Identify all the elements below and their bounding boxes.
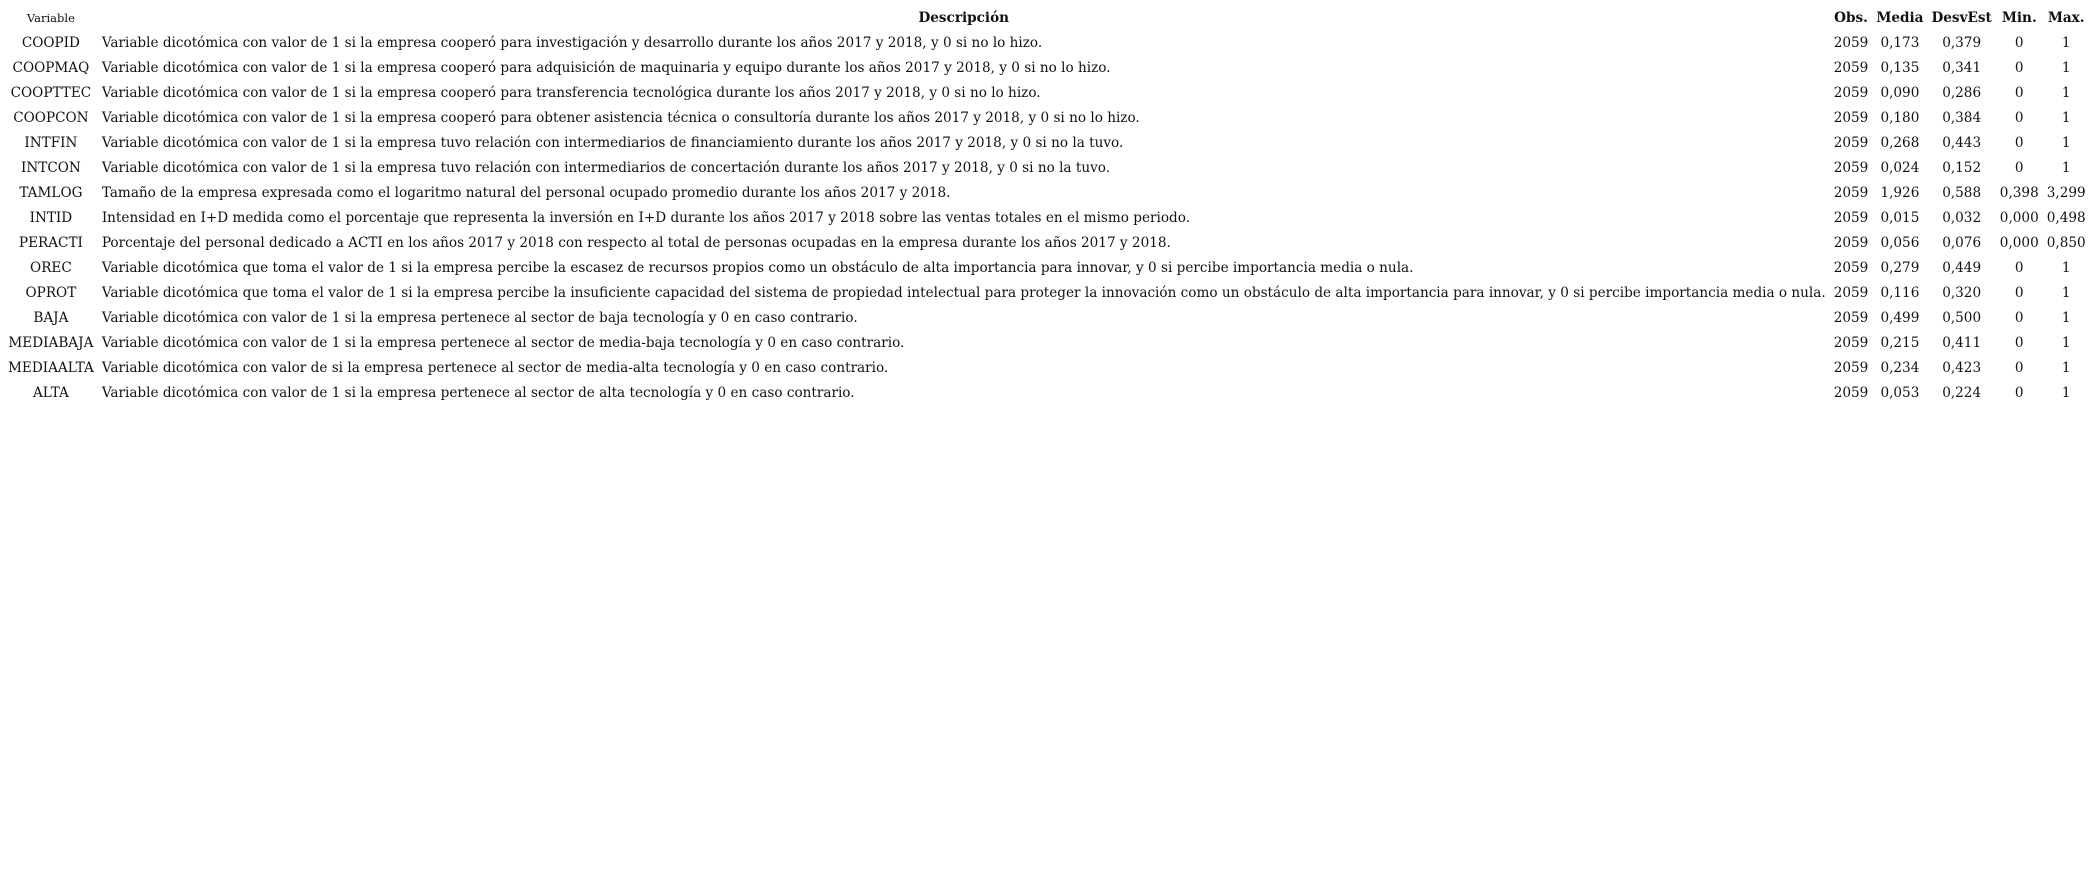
table-row	[4, 281, 2090, 306]
cell-desvest: 0,588	[1942, 185, 1982, 201]
cell-min: 0,000	[1999, 210, 2039, 226]
cell-desvest: 0,152	[1942, 160, 1982, 176]
cell-obs: 2059	[1833, 135, 1869, 151]
cell-obs: 2059	[1833, 85, 1869, 101]
cell-variable: BAJA	[33, 310, 69, 326]
cell-descripcion: Variable dicotómica con valor de 1 si la empresa tuvo relación con intermediarios de financiamiento durante los años 2017 y 2018, y 0 si no la tuvo.	[101, 135, 1124, 151]
cell-descripcion: Variable dicotómica con valor de si la empresa pertenece al sector de media-alta tecnología y 0 en caso contrario.	[101, 360, 889, 376]
header-obs: Obs.	[1834, 10, 1868, 26]
cell-min: 0	[2014, 85, 2024, 101]
cell-media: 0,180	[1880, 110, 1920, 126]
cell-media: 0,234	[1880, 360, 1920, 376]
cell-descripcion: Variable dicotómica con valor de 1 si la empresa pertenece al sector de baja tecnología y 0 en caso contrario.	[101, 310, 858, 326]
cell-descripcion: Variable dicotómica con valor de 1 si la empresa tuvo relación con intermediarios de concertación durante los años 2017 y 2018, y 0 si no la tuvo.	[101, 160, 1111, 176]
header-desvest: DesvEst	[1931, 10, 1992, 26]
cell-max: 1	[2061, 260, 2071, 276]
table-row	[4, 181, 2090, 206]
cell-desvest: 0,423	[1942, 360, 1982, 376]
header-min: Min.	[2001, 10, 2037, 26]
cell-descripcion: Variable dicotómica que toma el valor de 1 si la empresa percibe la insuficiente capacidad del sistema de propiedad intelectual para proteger la innovación como un obstáculo de alta importancia para innovar, y 0 si percibe importancia media o nula.	[101, 285, 1826, 301]
cell-max: 1	[2061, 385, 2071, 401]
cell-obs: 2059	[1833, 35, 1869, 51]
cell-desvest: 0,443	[1942, 135, 1982, 151]
cell-max: 1	[2061, 360, 2071, 376]
cell-desvest: 0,341	[1942, 60, 1982, 76]
table-row	[4, 131, 2090, 156]
cell-media: 0,015	[1880, 210, 1920, 226]
cell-desvest: 0,076	[1942, 235, 1982, 251]
table-row	[4, 231, 2090, 256]
cell-obs: 2059	[1833, 210, 1869, 226]
cell-obs: 2059	[1833, 335, 1869, 351]
cell-obs: 2059	[1833, 260, 1869, 276]
table-row	[4, 256, 2090, 281]
table-row	[4, 206, 2090, 231]
cell-media: 0,024	[1880, 160, 1920, 176]
cell-max: 1	[2061, 60, 2071, 76]
table-row	[4, 31, 2090, 56]
cell-descripcion: Tamaño de la empresa expresada como el logaritmo natural del personal ocupado promedio durante los años 2017 y 2018.	[101, 185, 951, 201]
cell-variable: ALTA	[32, 385, 69, 401]
cell-variable: INTFIN	[24, 135, 78, 151]
cell-desvest: 0,384	[1942, 110, 1982, 126]
cell-obs: 2059	[1833, 235, 1869, 251]
cell-max: 0,498	[2046, 210, 2086, 226]
cell-max: 1	[2061, 135, 2071, 151]
cell-min: 0,000	[1999, 235, 2039, 251]
cell-max: 1	[2061, 310, 2071, 326]
cell-max: 1	[2061, 285, 2071, 301]
cell-obs: 2059	[1833, 160, 1869, 176]
table-row	[4, 306, 2090, 331]
cell-media: 0,279	[1880, 260, 1920, 276]
table-header	[4, 6, 2090, 31]
cell-media: 0,056	[1880, 235, 1920, 251]
cell-variable: MEDIAALTA	[8, 360, 94, 376]
cell-variable: COOPMAQ	[12, 60, 90, 76]
cell-desvest: 0,500	[1942, 310, 1982, 326]
cell-descripcion: Variable dicotómica que toma el valor de 1 si la empresa percibe la escasez de recursos propios como un obstáculo de alta importancia para innovar, y 0 si percibe importancia media o nula.	[101, 260, 1414, 276]
cell-desvest: 0,224	[1942, 385, 1982, 401]
cell-min: 0	[2014, 335, 2024, 351]
table-row	[4, 156, 2090, 181]
table-row	[4, 106, 2090, 131]
cell-obs: 2059	[1833, 110, 1869, 126]
cell-variable: PERACTI	[18, 235, 83, 251]
cell-media: 0,215	[1880, 335, 1920, 351]
cell-variable: OPROT	[25, 285, 77, 301]
cell-max: 3,299	[2046, 185, 2086, 201]
table-body	[4, 31, 2090, 406]
cell-media: 1,926	[1880, 185, 1920, 201]
cell-max: 1	[2061, 85, 2071, 101]
table-row	[4, 56, 2090, 81]
cell-media: 0,135	[1880, 60, 1920, 76]
header-variable: Variable	[26, 11, 75, 25]
cell-descripcion: Variable dicotómica con valor de 1 si la empresa cooperó para investigación y desarrollo durante los años 2017 y 2018, y 0 si no lo hizo.	[101, 35, 1043, 51]
cell-min: 0	[2014, 385, 2024, 401]
cell-max: 1	[2061, 35, 2071, 51]
cell-min: 0	[2014, 135, 2024, 151]
cell-media: 0,268	[1880, 135, 1920, 151]
header-media: Media	[1876, 10, 1924, 26]
cell-min: 0	[2014, 60, 2024, 76]
cell-descripcion: Porcentaje del personal dedicado a ACTI en los años 2017 y 2018 con respecto al total de personas ocupadas en la empresa durante los años 2017 y 2018.	[101, 235, 1171, 251]
cell-obs: 2059	[1833, 310, 1869, 326]
cell-obs: 2059	[1833, 385, 1869, 401]
cell-descripcion: Variable dicotómica con valor de 1 si la empresa cooperó para transferencia tecnológica durante los años 2017 y 2018, y 0 si no lo hizo.	[101, 85, 1041, 101]
variables-table	[4, 6, 2090, 406]
cell-max: 1	[2061, 160, 2071, 176]
cell-variable: COOPCON	[13, 110, 89, 126]
table-row	[4, 331, 2090, 356]
cell-descripcion: Variable dicotómica con valor de 1 si la empresa cooperó para obtener asistencia técnica o consultoría durante los años 2017 y 2018, y 0 si no lo hizo.	[101, 110, 1140, 126]
cell-descripcion: Intensidad en I+D medida como el porcentaje que representa la inversión en I+D durante los años 2017 y 2018 sobre las ventas totales en el mismo periodo.	[101, 210, 1191, 226]
cell-desvest: 0,032	[1942, 210, 1982, 226]
cell-obs: 2059	[1833, 185, 1869, 201]
cell-variable: INTCON	[21, 160, 81, 176]
cell-min: 0,398	[1999, 185, 2039, 201]
cell-variable: COOPID	[21, 35, 80, 51]
cell-variable: TAMLOG	[19, 185, 83, 201]
cell-desvest: 0,286	[1942, 85, 1982, 101]
header-descripcion: Descripción	[918, 10, 1010, 26]
cell-desvest: 0,411	[1942, 335, 1982, 351]
cell-max: 1	[2061, 335, 2071, 351]
header-row	[4, 6, 2090, 31]
cell-max: 0,850	[2046, 235, 2086, 251]
cell-min: 0	[2014, 110, 2024, 126]
cell-variable: COOPTTEC	[10, 85, 92, 101]
cell-media: 0,499	[1880, 310, 1920, 326]
cell-descripcion: Variable dicotómica con valor de 1 si la empresa pertenece al sector de alta tecnología y 0 en caso contrario.	[101, 385, 855, 401]
cell-min: 0	[2014, 360, 2024, 376]
cell-media: 0,053	[1880, 385, 1920, 401]
cell-min: 0	[2014, 260, 2024, 276]
cell-desvest: 0,320	[1942, 285, 1982, 301]
cell-variable: MEDIABAJA	[8, 335, 94, 351]
table-row	[4, 381, 2090, 406]
cell-obs: 2059	[1833, 360, 1869, 376]
table-row	[4, 81, 2090, 106]
cell-media: 0,090	[1880, 85, 1920, 101]
cell-desvest: 0,449	[1942, 260, 1982, 276]
table-row	[4, 356, 2090, 381]
cell-obs: 2059	[1833, 60, 1869, 76]
cell-max: 1	[2061, 110, 2071, 126]
header-max: Max.	[2047, 10, 2085, 26]
cell-descripcion: Variable dicotómica con valor de 1 si la empresa pertenece al sector de media-baja tecnología y 0 en caso contrario.	[101, 335, 905, 351]
cell-media: 0,173	[1880, 35, 1920, 51]
cell-obs: 2059	[1833, 285, 1869, 301]
cell-descripcion: Variable dicotómica con valor de 1 si la empresa cooperó para adquisición de maquinaria y equipo durante los años 2017 y 2018, y 0 si no lo hizo.	[101, 60, 1111, 76]
cell-variable: INTID	[29, 210, 73, 226]
cell-min: 0	[2014, 285, 2024, 301]
cell-min: 0	[2014, 310, 2024, 326]
cell-media: 0,116	[1880, 285, 1920, 301]
cell-desvest: 0,379	[1942, 35, 1982, 51]
cell-variable: OREC	[30, 260, 72, 276]
cell-min: 0	[2014, 160, 2024, 176]
cell-min: 0	[2014, 35, 2024, 51]
